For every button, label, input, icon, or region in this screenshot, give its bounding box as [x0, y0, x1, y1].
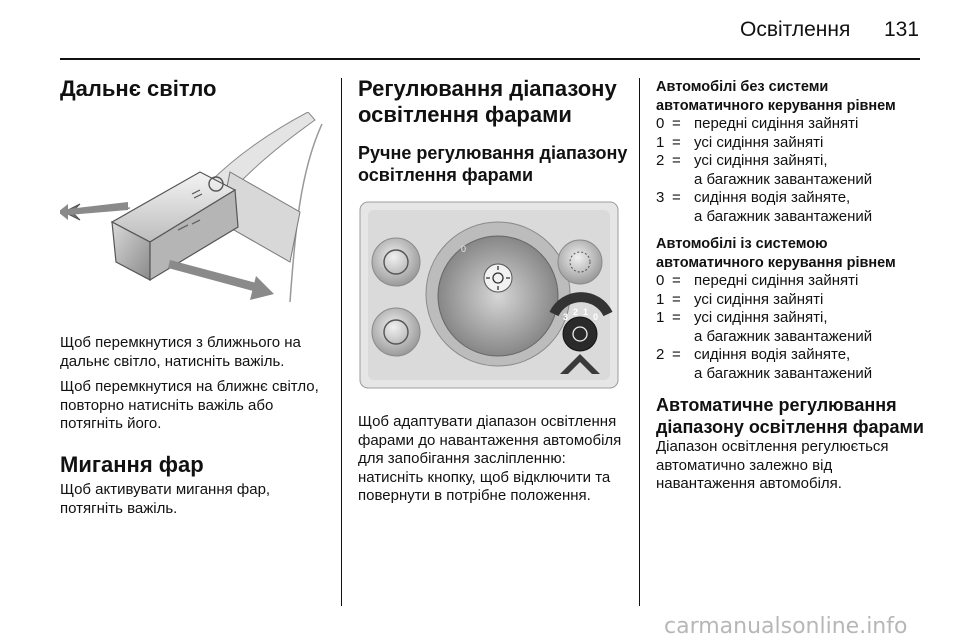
high-beam-heading: Дальнє світло — [60, 76, 217, 101]
level-label-2: 2 — [573, 307, 579, 317]
high-beam-text-1: Щоб перемкнутися з ближнього на дальнє світло, натисніть важіль. — [60, 334, 301, 370]
auto-range-text: Діапазон освітлення регулюється автоматично залежно від навантаження автомобіля. — [656, 438, 889, 492]
list-item: 1 = усі сидіння зайняті — [656, 133, 824, 151]
list-item: 3 = сидіння водія зайняте, — [656, 189, 851, 206]
list-item: 0 = передні сидіння зайняті — [656, 115, 859, 132]
list-item: 1 = усі сидіння зайняті — [656, 290, 824, 308]
light-switch-panel-illustration — [358, 196, 620, 396]
list-item: 2 = сидіння водія зайняте, — [656, 346, 851, 363]
list-item-continuation: а багажник завантажений — [694, 327, 873, 345]
list-item: 0 = передні сидіння зайняті — [656, 272, 859, 289]
flash-heading: Мигання фар — [60, 452, 204, 477]
high-beam-text-2: Щоб перемкнутися на ближнє світло, повторно натисніть важіль або потягніть його. — [60, 378, 319, 432]
auto-level-heading: Автомобілі із системою автоматичного керування рівнем — [656, 236, 896, 271]
column-divider-right — [639, 78, 640, 606]
list-item-continuation: а багажник завантажений — [694, 364, 873, 382]
level-label-0: 0 — [593, 312, 599, 322]
auto-level-list — [656, 272, 926, 383]
list-item: 1 = усі сидіння зайняті, — [656, 309, 828, 326]
manual-range-subheading: Ручне регулювання діапазону освітлення фарами — [358, 143, 628, 185]
manual-range-text: Щоб адаптувати діапазон освітлення фарами до навантаження автомобіля для запобігання засліпленню: натисніть кнопку, щоб відключити та повернути в потрібне положення. — [358, 413, 622, 504]
no-auto-level-list — [656, 115, 926, 226]
watermark: carmanualsonline.info — [664, 614, 908, 639]
range-control-heading: Регулювання діапазону освітлення фарами — [358, 76, 617, 127]
level-label-3: 3 — [563, 312, 569, 322]
list-item-continuation: а багажник завантажений — [694, 207, 873, 225]
column-divider-left — [341, 78, 342, 606]
header-rule — [60, 58, 920, 60]
header-title: Освітлення — [740, 18, 851, 41]
dial-label-zero: 0 — [461, 244, 467, 254]
page-number: 131 — [884, 18, 920, 41]
no-auto-level-heading: Автомобілі без системи автоматичного керування рівнем — [656, 79, 896, 114]
list-item: 2 = усі сидіння зайняті, — [656, 152, 828, 169]
auto-range-heading: Автоматичне регулювання діапазону освітлення фарами — [656, 395, 924, 437]
headlight-lever-illustration — [60, 112, 326, 324]
level-label-1: 1 — [583, 307, 589, 317]
list-item-continuation: а багажник завантажений — [694, 170, 873, 188]
flash-text: Щоб активувати мигання фар, потягніть важіль. — [60, 481, 271, 517]
